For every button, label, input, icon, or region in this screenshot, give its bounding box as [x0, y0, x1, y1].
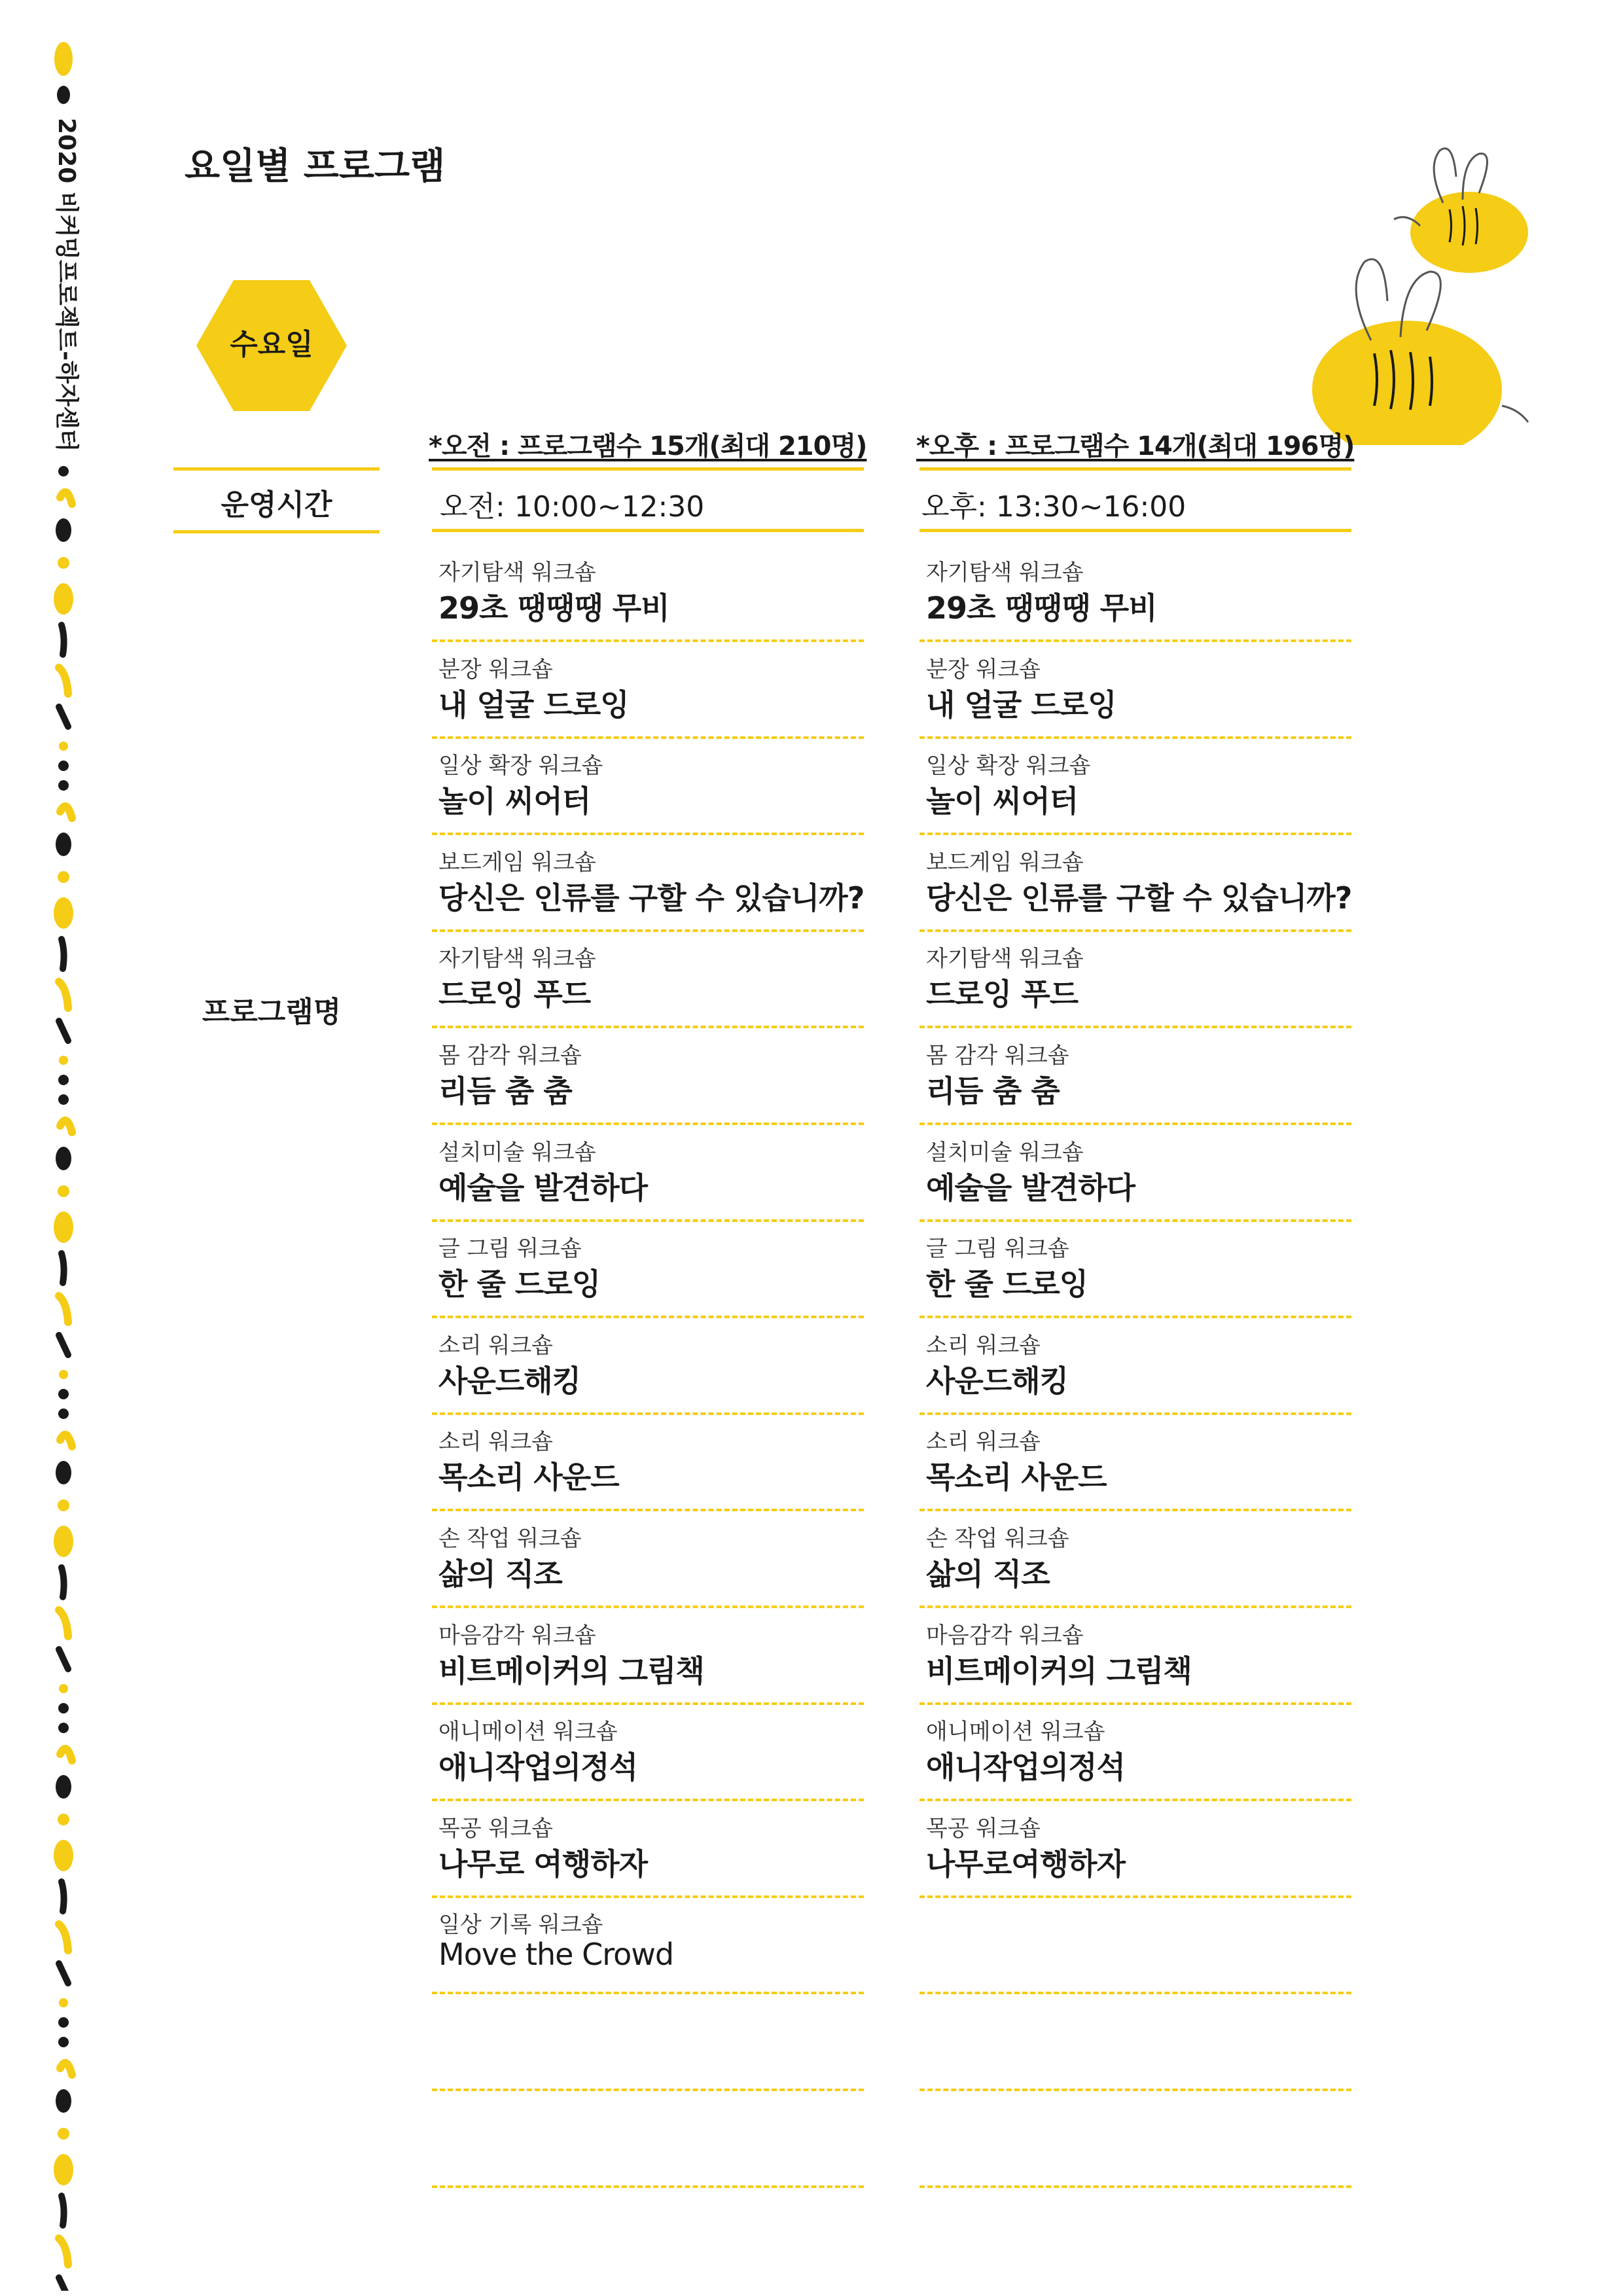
- program-item: [919, 1030, 1351, 1125]
- program-category: 일상 확장 워크숍: [926, 753, 1091, 779]
- program-item: [919, 1416, 1351, 1511]
- program-item: [919, 2092, 1351, 2188]
- program-category: 마음감각 워크숍: [926, 1623, 1084, 1649]
- program-category: 소리 워크숍: [926, 1429, 1041, 1455]
- divider: [432, 529, 864, 532]
- program-item: [432, 1899, 864, 1994]
- program-item: [432, 643, 864, 739]
- program-item: [919, 1706, 1351, 1801]
- program-category: 애니메이션 워크숍: [438, 1719, 618, 1745]
- program-title: 한 줄 드로잉: [926, 1266, 1088, 1302]
- program-item: [919, 547, 1351, 642]
- program-title: 애니작업의정석: [926, 1749, 1126, 1785]
- program-title: 애니작업의정석: [438, 1749, 638, 1785]
- program-category: 설치미술 워크숍: [438, 1139, 596, 1166]
- divider: [432, 467, 864, 471]
- program-title: Move the Crowd: [438, 1937, 674, 1972]
- program-title: 드로잉 푸드: [438, 977, 591, 1012]
- program-category: 글 그림 워크숍: [438, 1236, 582, 1262]
- program-title: 비트메이커의 그림책: [438, 1653, 704, 1689]
- program-item: [919, 933, 1351, 1028]
- divider: [919, 529, 1351, 532]
- operating-hours-label: 운영시간: [221, 488, 332, 522]
- decorative-dot-strip-lower: [47, 458, 80, 2291]
- program-category: 분장 워크숍: [926, 656, 1041, 683]
- program-item: [432, 1126, 864, 1222]
- program-item: [919, 1899, 1351, 1994]
- program-category: 손 작업 워크숍: [438, 1526, 582, 1552]
- program-item: [432, 1609, 864, 1705]
- program-title: 사운드해킹: [926, 1363, 1069, 1399]
- program-category: 목공 워크숍: [438, 1816, 554, 1842]
- program-title: 내 얼굴 드로잉: [926, 687, 1116, 723]
- program-category: 자기탐색 워크숍: [438, 946, 596, 972]
- bee-illustration: [1302, 131, 1577, 445]
- afternoon-header: *오후 : 프로그램수 14개(최대 196명): [916, 431, 1355, 461]
- program-item: [432, 1319, 864, 1415]
- divider: [173, 530, 380, 533]
- program-title: 29초 땡땡땡 무비: [438, 590, 669, 626]
- program-category: 자기탐색 워크숍: [926, 560, 1084, 586]
- program-category: 소리 워크숍: [926, 1333, 1041, 1359]
- program-title: 비트메이커의 그림책: [926, 1653, 1192, 1689]
- program-category: 보드게임 워크숍: [926, 850, 1084, 876]
- program-title: 드로잉 푸드: [926, 977, 1079, 1012]
- program-item: [432, 1706, 864, 1801]
- program-title: 나무로여행하자: [926, 1846, 1126, 1882]
- program-item: [432, 740, 864, 835]
- program-category: 일상 확장 워크숍: [438, 753, 603, 779]
- morning-header: *오전 : 프로그램수 15개(최대 210명): [429, 431, 867, 461]
- divider: [919, 467, 1351, 471]
- afternoon-time: 오후: 13:30~16:00: [921, 490, 1186, 524]
- program-item: [919, 836, 1351, 932]
- program-title: 목소리 사운드: [926, 1460, 1107, 1495]
- program-item: [919, 1319, 1351, 1415]
- program-category: 몸 감각 워크숍: [438, 1043, 582, 1069]
- program-item: [432, 1223, 864, 1318]
- program-category: 몸 감각 워크숍: [926, 1043, 1069, 1069]
- program-title: 예술을 발견하다: [926, 1170, 1135, 1206]
- program-item: [432, 1803, 864, 1898]
- program-title: 나무로 여행하자: [438, 1846, 648, 1882]
- program-title: 리듬 춤 춤: [438, 1073, 572, 1109]
- program-category: 애니메이션 워크숍: [926, 1719, 1105, 1745]
- program-item: [432, 1030, 864, 1125]
- program-category: 소리 워크숍: [438, 1333, 554, 1359]
- program-title: 놀이 씨어터: [438, 783, 591, 819]
- program-item: [432, 547, 864, 642]
- program-category: 분장 워크숍: [438, 656, 554, 683]
- program-item: [432, 1513, 864, 1608]
- program-item: [432, 1996, 864, 2091]
- program-title: 내 얼굴 드로잉: [438, 687, 629, 723]
- program-item: [919, 1803, 1351, 1898]
- divider: [173, 467, 380, 471]
- program-item: [919, 1609, 1351, 1705]
- program-category: 일상 기록 워크숍: [438, 1912, 603, 1938]
- program-category: 목공 워크숍: [926, 1816, 1041, 1842]
- program-title: 당신은 인류를 구할 수 있습니까?: [438, 880, 865, 916]
- program-item: [919, 1126, 1351, 1222]
- program-category: 마음감각 워크숍: [438, 1623, 596, 1649]
- sidebar-title: 2020 비커밍프로젝트-하자센터: [53, 118, 80, 452]
- program-title: 삶의 직조: [926, 1556, 1050, 1592]
- program-category: 자기탐색 워크숍: [438, 560, 596, 586]
- program-title: 목소리 사운드: [438, 1460, 619, 1495]
- program-item: [432, 836, 864, 932]
- program-title: 삶의 직조: [438, 1556, 562, 1592]
- program-item: [432, 2092, 864, 2188]
- program-item: [432, 1416, 864, 1511]
- program-category: 보드게임 워크숍: [438, 850, 596, 876]
- program-item: [919, 643, 1351, 739]
- program-item: [919, 1223, 1351, 1318]
- program-title: 당신은 인류를 구할 수 있습니까?: [926, 880, 1352, 916]
- program-title: 리듬 춤 춤: [926, 1073, 1060, 1109]
- program-category: 글 그림 워크숍: [926, 1236, 1069, 1262]
- program-item: [919, 1996, 1351, 2091]
- day-label: 수요일: [230, 328, 313, 361]
- morning-time: 오전: 10:00~12:30: [440, 490, 705, 524]
- program-category: 손 작업 워크숍: [926, 1526, 1069, 1552]
- program-title: 놀이 씨어터: [926, 783, 1079, 819]
- program-title: 29초 땡땡땡 무비: [926, 590, 1157, 626]
- program-item: [919, 1513, 1351, 1608]
- program-category: 설치미술 워크숍: [926, 1139, 1084, 1166]
- program-name-label: 프로그램명: [202, 996, 342, 1029]
- program-category: 자기탐색 워크숍: [926, 946, 1084, 972]
- program-title: 사운드해킹: [438, 1363, 581, 1399]
- program-item: [432, 933, 864, 1028]
- program-title: 예술을 발견하다: [438, 1170, 648, 1206]
- program-item: [919, 740, 1351, 835]
- program-category: 소리 워크숍: [438, 1429, 554, 1455]
- page-title: 요일별 프로그램: [185, 145, 446, 188]
- program-title: 한 줄 드로잉: [438, 1266, 601, 1302]
